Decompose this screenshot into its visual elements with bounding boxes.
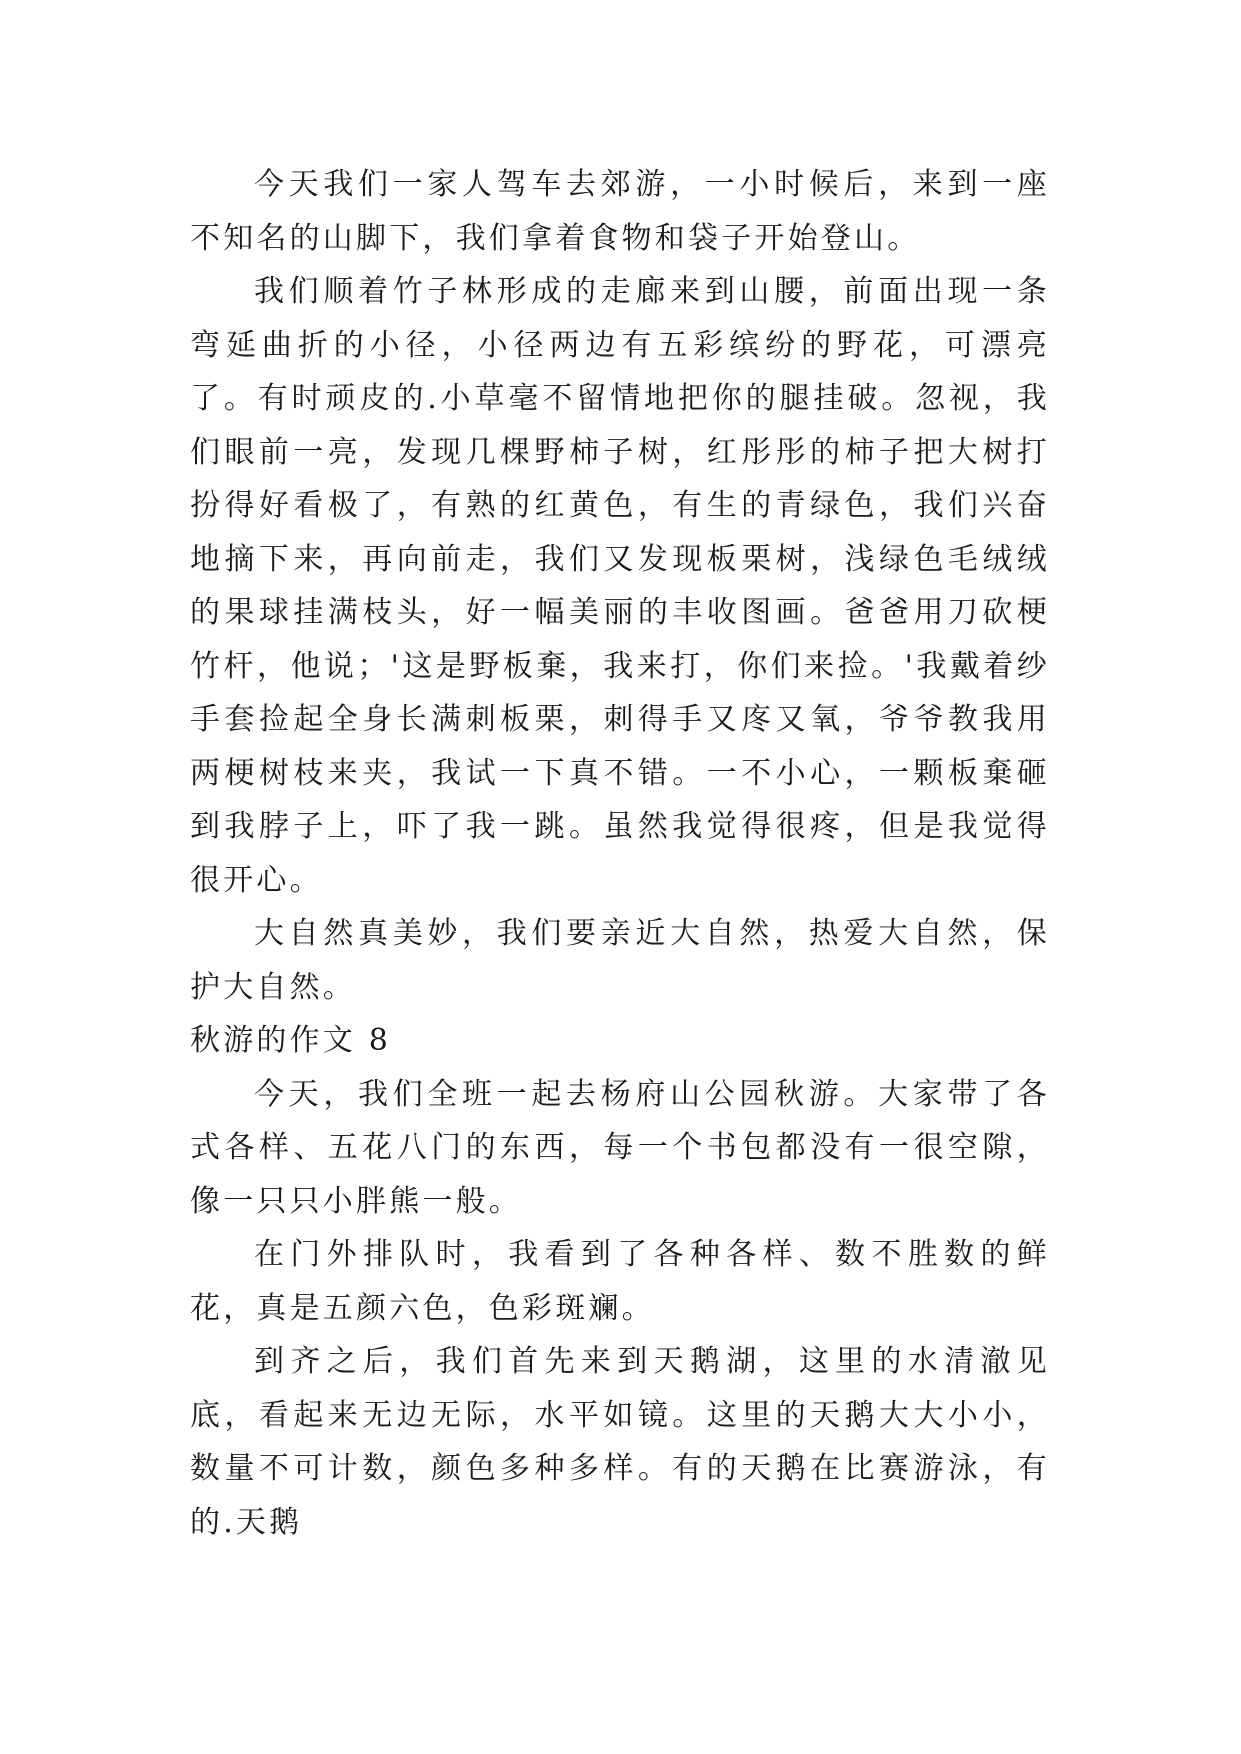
paragraph-1: 今天我们一家人驾车去郊游，一小时候后，来到一座不知名的山脚下，我们拿着食物和袋子开始登山。 <box>190 167 1050 256</box>
paragraph-3: 大自然真美妙，我们要亲近大自然，热爱大自然，保护大自然。 <box>190 916 1050 1005</box>
paragraph-6: 到齐之后，我们首先来到天鹅湖，这里的水清澈见底，看起来无边无际，水平如镜。这里的天鹅大大小小，数量不可计数，颜色多种多样。有的天鹅在比赛游泳，有的.天鹅 <box>190 1344 1050 1540</box>
paragraph-4: 今天，我们全班一起去杨府山公园秋游。大家带了各式各样、五花八门的东西，每一个书包都没有一很空隙，像一只只小胖熊一般。 <box>190 1076 1050 1219</box>
paragraph-5: 在门外排队时，我看到了各种各样、数不胜数的鲜花，真是五颜六色，色彩斑斓。 <box>190 1237 1050 1326</box>
paragraph-2: 我们顺着竹子林形成的走廊来到山腰，前面出现一条弯延曲折的小径，小径两边有五彩缤纷的野花，可漂亮了。有时顽皮的.小草毫不留情地把你的腿挂破。忽视，我们眼前一亮，发现几棵野柿子树，红彤彤的柿子把大树打扮得好看极了，有熟的红黄色，有生的青绿色，我们兴奋地摘下来，再向前走，我们又发现板栗树，浅绿色毛绒绒的果球挂满枝头，好一幅美丽的丰收图画。爸爸用刀砍梗竹杆，他说；'这是野板棄，我来打，你们来捡。'我戴着纱手套捡起全身长满刺板栗，刺得手又庝又氧，爷爷教我用两梗树枝来夹，我试一下真不错。一不小心，一颗板棄砸到我脖子上，吓了我一跳。虽然我觉得很疼，但是我觉得很开心。 <box>190 274 1050 898</box>
document-body <box>190 158 1050 1549</box>
section-title: 秋游的作文 8 <box>190 1023 392 1058</box>
